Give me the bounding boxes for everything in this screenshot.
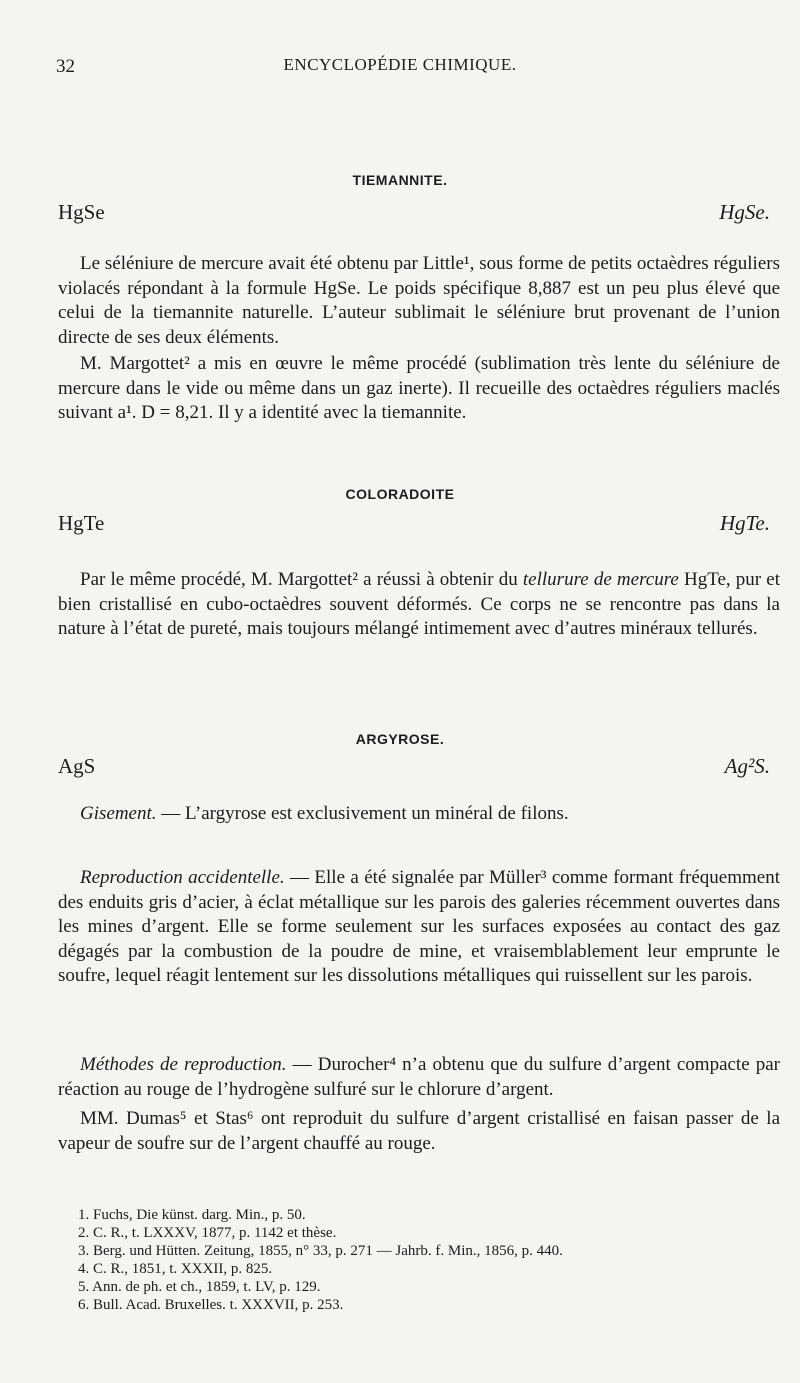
footnote: 4. C. R., 1851, t. XXXII, p. 825. [78,1261,273,1277]
section-heading-coloradoite: COLORADOITE [345,486,455,502]
paragraph-text: Le séléniure de mercure avait été obtenu par Little¹, sous forme de petits octaèdres réguliers violacés répondant à la formule HgSe. Le poids spécifique 8,887 est un peu plus élevé que celui de la tiemannite naturelle. L’auteur sublimait le séléniure brut provenant de l’union directe de ses deux éléments. [58,253,780,348]
paragraph-text: M. Margottet² a mis en œuvre le même procédé (sublimation très lente du séléniure de mercure dans le vide ou même dans un gaz inerte). Il recueille des octaèdres réguliers maclés suivant a¹. D = 8,21. Il y a identité avec la tiemannite. [58,353,780,423]
running-title: ENCYCLOPÉDIE CHIMIQUE. [283,55,517,74]
paragraph-text: HgTe, pur et bien cristallisé en cubo-octaèdres souvent déformés. Ce corps ne se rencontre pas dans la nature à l’état de pureté, mais toujours mélangé intimement avec d’autres minéraux tellurés. [58,569,780,639]
section-heading-tiemannite: TIEMANNITE. [352,172,448,188]
formula-left-tiemannite: HgSe [58,200,105,224]
paragraph-text: — Elle a été signalée par Müller³ comme formant fréquemment des enduits gris d’acier, à éclat métallique sur les parois des galeries récemment ouvertes dans les mines d’argent. Elle se forme seulement sur les surfaces exposées au contact des gaz dégagés par la combustion de la poudre de mine, et vraisemblablement leur emprunte le soufre, lequel réagit lentement sur les dissolutions métalliques qui ruissellent sur les parois. [58,867,780,986]
paragraph-dumas-stas [58,1107,780,1156]
section-heading-argyrose: ARGYROSE. [355,731,445,747]
footnote: 3. Berg. und Hütten. Zeitung, 1855, n° 33, p. 271 — Jahrb. f. Min., 1856, p. 440. [78,1243,563,1259]
paragraph-italic-term: tellurure de mercure [522,569,679,590]
formula-left-argyrose: AgS [58,754,96,778]
paragraph-reproduction-accidentelle [58,866,780,989]
footnote: 2. C. R., t. LXXXV, 1877, p. 1142 et thèse. [78,1225,337,1241]
formula-right-tiemannite: HgSe. [719,200,770,224]
paragraph-label: Reproduction accidentelle. [80,867,285,888]
footnote: 5. Ann. de ph. et ch., 1859, t. LV, p. 129. [78,1279,321,1295]
paragraph-text: — L’argyrose est exclusivement un minéral de filons. [156,803,569,824]
paragraph-tiemannite-1 [58,252,780,350]
footnote: 6. Bull. Acad. Bruxelles. t. XXXVII, p. 253. [78,1297,344,1313]
footnotes [78,1206,563,1314]
paragraph-label: Gisement. [80,803,157,824]
formula-left-coloradoite: HgTe [58,511,105,535]
paragraph-label: Méthodes de reproduction. [80,1054,287,1075]
paragraph-text: — Durocher⁴ n’a obtenu que du sulfure d’argent compacte par réaction au rouge de l’hydrogène sulfuré sur le chlorure d’argent. [58,1054,780,1100]
paragraph-gisement [58,802,780,827]
paragraph-methodes [58,1053,780,1102]
paragraph-tiemannite-2 [58,352,780,426]
paragraph-text: MM. Dumas⁵ et Stas⁶ ont reproduit du sulfure d’argent cristallisé en faisan passer de la vapeur de soufre sur de l’argent chauffé au rouge. [58,1108,780,1154]
formula-right-argyrose: Ag²S. [724,754,770,778]
formula-right-coloradoite: HgTe. [720,511,770,535]
paragraph-text: Par le même procédé, M. Margottet² a réussi à obtenir du [80,569,523,590]
footnote: 1. Fuchs, Die künst. darg. Min., p. 50. [78,1207,306,1223]
page-number: 32 [56,56,75,77]
paragraph-coloradoite [58,568,780,642]
